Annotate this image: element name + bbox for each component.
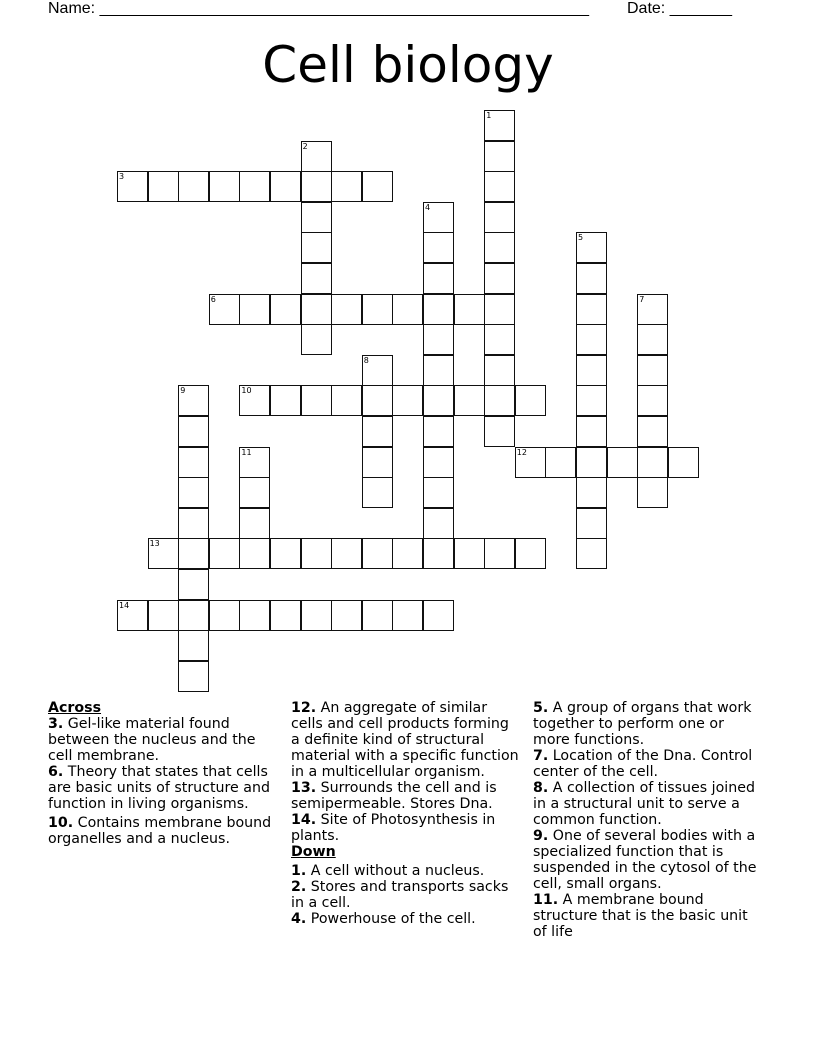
grid-cell[interactable] <box>239 600 270 631</box>
grid-cell[interactable] <box>362 416 393 447</box>
grid-cell[interactable] <box>239 385 270 416</box>
grid-cell[interactable] <box>117 600 148 631</box>
grid-cell[interactable] <box>423 232 454 263</box>
grid-cell[interactable] <box>148 600 179 631</box>
clue-text: A collection of tissues joined in a structural unit to serve a common function. <box>533 780 755 828</box>
grid-cell[interactable] <box>301 538 332 569</box>
grid-cell[interactable] <box>362 355 393 386</box>
grid-cell[interactable] <box>178 447 209 478</box>
grid-cell[interactable] <box>423 202 454 233</box>
grid-cell[interactable] <box>454 294 485 325</box>
cell-number: 3 <box>119 172 125 182</box>
grid-cell[interactable] <box>301 324 332 355</box>
grid-cell[interactable] <box>607 447 638 478</box>
grid-cell[interactable] <box>484 141 515 172</box>
clue-down-5 <box>533 700 765 748</box>
grid-cell[interactable] <box>117 171 148 202</box>
clue-number: 7. <box>533 748 549 764</box>
grid-cell[interactable] <box>392 385 423 416</box>
grid-cell[interactable] <box>331 385 362 416</box>
grid-cell[interactable] <box>362 447 393 478</box>
grid-cell[interactable] <box>484 232 515 263</box>
grid-cell[interactable] <box>637 385 668 416</box>
grid-cell[interactable] <box>423 538 454 569</box>
clue-text: Gel-like material found between the nucleus and the cell membrane. <box>48 716 256 764</box>
clue-across-13 <box>291 780 521 812</box>
grid-cell[interactable] <box>484 171 515 202</box>
grid-cell[interactable] <box>209 171 240 202</box>
grid-cell[interactable] <box>484 355 515 386</box>
clue-down-4 <box>291 911 521 927</box>
grid-cell[interactable] <box>148 538 179 569</box>
grid-cell[interactable] <box>301 263 332 294</box>
grid-cell[interactable] <box>178 385 209 416</box>
grid-cell[interactable] <box>576 508 607 539</box>
grid-cell[interactable] <box>484 385 515 416</box>
clue-text: Stores and transports sacks in a cell. <box>291 879 509 911</box>
grid-cell[interactable] <box>484 538 515 569</box>
clue-number: 14. <box>291 812 317 828</box>
cell-number: 14 <box>119 600 130 610</box>
clue-number: 10. <box>48 815 74 831</box>
grid-cell[interactable] <box>178 600 209 631</box>
grid-cell[interactable] <box>576 538 607 569</box>
clue-number: 1. <box>291 863 307 879</box>
grid-cell[interactable] <box>178 171 209 202</box>
clue-column-3 <box>533 700 765 940</box>
grid-cell[interactable] <box>637 294 668 325</box>
grid-cell[interactable] <box>331 171 362 202</box>
clue-across-6 <box>48 764 278 812</box>
grid-cell[interactable] <box>392 600 423 631</box>
clue-down-2 <box>291 879 521 911</box>
clue-text: An aggregate of similar cells and cell products forming a definite kind of structural material with a specific function in a multicellular organism. <box>291 700 519 780</box>
grid-cell[interactable] <box>423 324 454 355</box>
grid-cell[interactable] <box>637 416 668 447</box>
grid-cell[interactable] <box>392 538 423 569</box>
clue-text: Site of Photosynthesis in plants. <box>291 812 496 844</box>
grid-cell[interactable] <box>423 508 454 539</box>
clue-text: Powerhouse of the cell. <box>310 911 476 927</box>
page-title: Cell biology <box>262 36 554 94</box>
clue-across-3 <box>48 716 278 764</box>
cell-number: 10 <box>241 386 252 396</box>
grid-cell[interactable] <box>637 477 668 508</box>
cell-number: 1 <box>486 111 492 120</box>
cell-number: 12 <box>516 447 527 457</box>
grid-cell[interactable] <box>515 385 546 416</box>
cell-number: 8 <box>363 355 369 365</box>
clue-text: Surrounds the cell and is semipermeable. Stores Dna. <box>291 780 497 812</box>
grid-cell[interactable] <box>423 600 454 631</box>
clue-text: Theory that states that cells are basic units of structure and function in living organisms. <box>48 764 270 812</box>
grid-cell[interactable] <box>484 263 515 294</box>
grid-cell[interactable] <box>301 385 332 416</box>
clue-number: 5. <box>533 700 549 716</box>
cell-number: 7 <box>639 294 645 304</box>
cell-number: 9 <box>180 386 186 396</box>
grid-cell[interactable] <box>239 508 270 539</box>
clue-number: 3. <box>48 716 64 732</box>
clue-text: A cell without a nucleus. <box>310 863 485 879</box>
grid-cell[interactable] <box>392 294 423 325</box>
grid-cell[interactable] <box>423 447 454 478</box>
cell-number: 11 <box>241 447 252 457</box>
grid-cell[interactable] <box>454 385 485 416</box>
grid-cell[interactable] <box>178 569 209 600</box>
clue-column-2 <box>291 700 521 927</box>
grid-cell[interactable] <box>331 538 362 569</box>
grid-cell[interactable] <box>423 263 454 294</box>
grid-cell[interactable] <box>484 324 515 355</box>
grid-cell[interactable] <box>239 171 270 202</box>
grid-cell[interactable] <box>515 447 546 478</box>
grid-cell[interactable] <box>178 661 209 692</box>
grid-cell[interactable] <box>270 171 301 202</box>
cell-number: 6 <box>210 294 216 304</box>
grid-cell[interactable] <box>576 232 607 263</box>
grid-cell[interactable] <box>362 385 393 416</box>
grid-cell[interactable] <box>576 294 607 325</box>
grid-cell[interactable] <box>209 294 240 325</box>
grid-cell[interactable] <box>331 600 362 631</box>
clue-number: 6. <box>48 764 64 780</box>
grid-cell[interactable] <box>423 294 454 325</box>
grid-cell[interactable] <box>576 416 607 447</box>
grid-cell[interactable] <box>301 171 332 202</box>
grid-cell[interactable] <box>178 416 209 447</box>
clue-number: 4. <box>291 911 307 927</box>
cell-number: 4 <box>425 202 431 212</box>
clue-text: One of several bodies with a specialized function that is suspended in the cytosol of the cell, small organs. <box>533 828 757 892</box>
clue-text: Contains membrane bound organelles and a nucleus. <box>48 815 272 847</box>
clue-number: 9. <box>533 828 549 844</box>
grid-cell[interactable] <box>545 447 576 478</box>
grid-cell[interactable] <box>301 232 332 263</box>
grid-cell[interactable] <box>423 416 454 447</box>
grid-cell[interactable] <box>178 477 209 508</box>
clue-down-1 <box>291 863 521 879</box>
grid-cell[interactable] <box>484 110 515 141</box>
grid-cell[interactable] <box>576 385 607 416</box>
grid-cell[interactable] <box>576 447 607 478</box>
grid-cell[interactable] <box>362 294 393 325</box>
grid-cell[interactable] <box>209 538 240 569</box>
grid-cell[interactable] <box>270 538 301 569</box>
clue-number: 2. <box>291 879 307 895</box>
name-field: Name: _______________________________________________________ <box>48 0 589 17</box>
grid-cell[interactable] <box>148 171 179 202</box>
grid-cell[interactable] <box>239 447 270 478</box>
grid-cell[interactable] <box>484 294 515 325</box>
across-heading: Across <box>48 700 102 716</box>
clue-down-7 <box>533 748 765 780</box>
grid-cell[interactable] <box>668 447 699 478</box>
grid-cell[interactable] <box>301 141 332 172</box>
clue-down-9 <box>533 828 765 892</box>
grid-cell[interactable] <box>576 477 607 508</box>
grid-cell[interactable] <box>239 294 270 325</box>
clue-number: 13. <box>291 780 317 796</box>
grid-cell[interactable] <box>301 600 332 631</box>
clue-across-12 <box>291 700 521 780</box>
grid-cell[interactable] <box>515 538 546 569</box>
clue-down-11 <box>533 892 765 940</box>
grid-cell[interactable] <box>637 355 668 386</box>
clue-number: 12. <box>291 700 317 716</box>
grid-cell[interactable] <box>362 600 393 631</box>
grid-cell[interactable] <box>301 202 332 233</box>
grid-cell[interactable] <box>178 538 209 569</box>
date-field: Date: _______ <box>627 0 732 17</box>
grid-cell[interactable] <box>270 294 301 325</box>
grid-cell[interactable] <box>423 385 454 416</box>
clue-text: A group of organs that work together to perform one or more functions. <box>533 700 752 748</box>
grid-cell[interactable] <box>270 600 301 631</box>
clue-down-8 <box>533 780 765 828</box>
grid-cell[interactable] <box>239 538 270 569</box>
cell-number: 2 <box>302 141 308 151</box>
grid-cell[interactable] <box>637 324 668 355</box>
grid-cell[interactable] <box>362 538 393 569</box>
grid-cell[interactable] <box>423 355 454 386</box>
grid-cell[interactable] <box>576 263 607 294</box>
grid-cell[interactable] <box>484 416 515 447</box>
grid-cell[interactable] <box>301 294 332 325</box>
cell-number: 13 <box>149 539 160 549</box>
clue-number: 8. <box>533 780 549 796</box>
grid-cell[interactable] <box>239 477 270 508</box>
grid-cell[interactable] <box>362 477 393 508</box>
grid-cell[interactable] <box>331 294 362 325</box>
grid-cell[interactable] <box>576 355 607 386</box>
clue-across-14 <box>291 812 521 844</box>
grid-cell[interactable] <box>637 447 668 478</box>
grid-cell[interactable] <box>484 202 515 233</box>
grid-cell[interactable] <box>576 324 607 355</box>
grid-cell[interactable] <box>178 630 209 661</box>
grid-cell[interactable] <box>270 385 301 416</box>
clue-column-1 <box>48 700 278 847</box>
clue-across-10 <box>48 815 278 847</box>
clue-text: A membrane bound structure that is the basic unit of life <box>533 892 748 940</box>
grid-cell[interactable] <box>454 538 485 569</box>
cell-number: 5 <box>578 233 584 243</box>
grid-cell[interactable] <box>423 477 454 508</box>
grid-cell[interactable] <box>209 600 240 631</box>
clue-number: 11. <box>533 892 559 908</box>
down-heading: Down <box>291 844 336 860</box>
grid-cell[interactable] <box>178 508 209 539</box>
grid-cell[interactable] <box>362 171 393 202</box>
clue-text: Location of the Dna. Control center of the cell. <box>533 748 753 780</box>
